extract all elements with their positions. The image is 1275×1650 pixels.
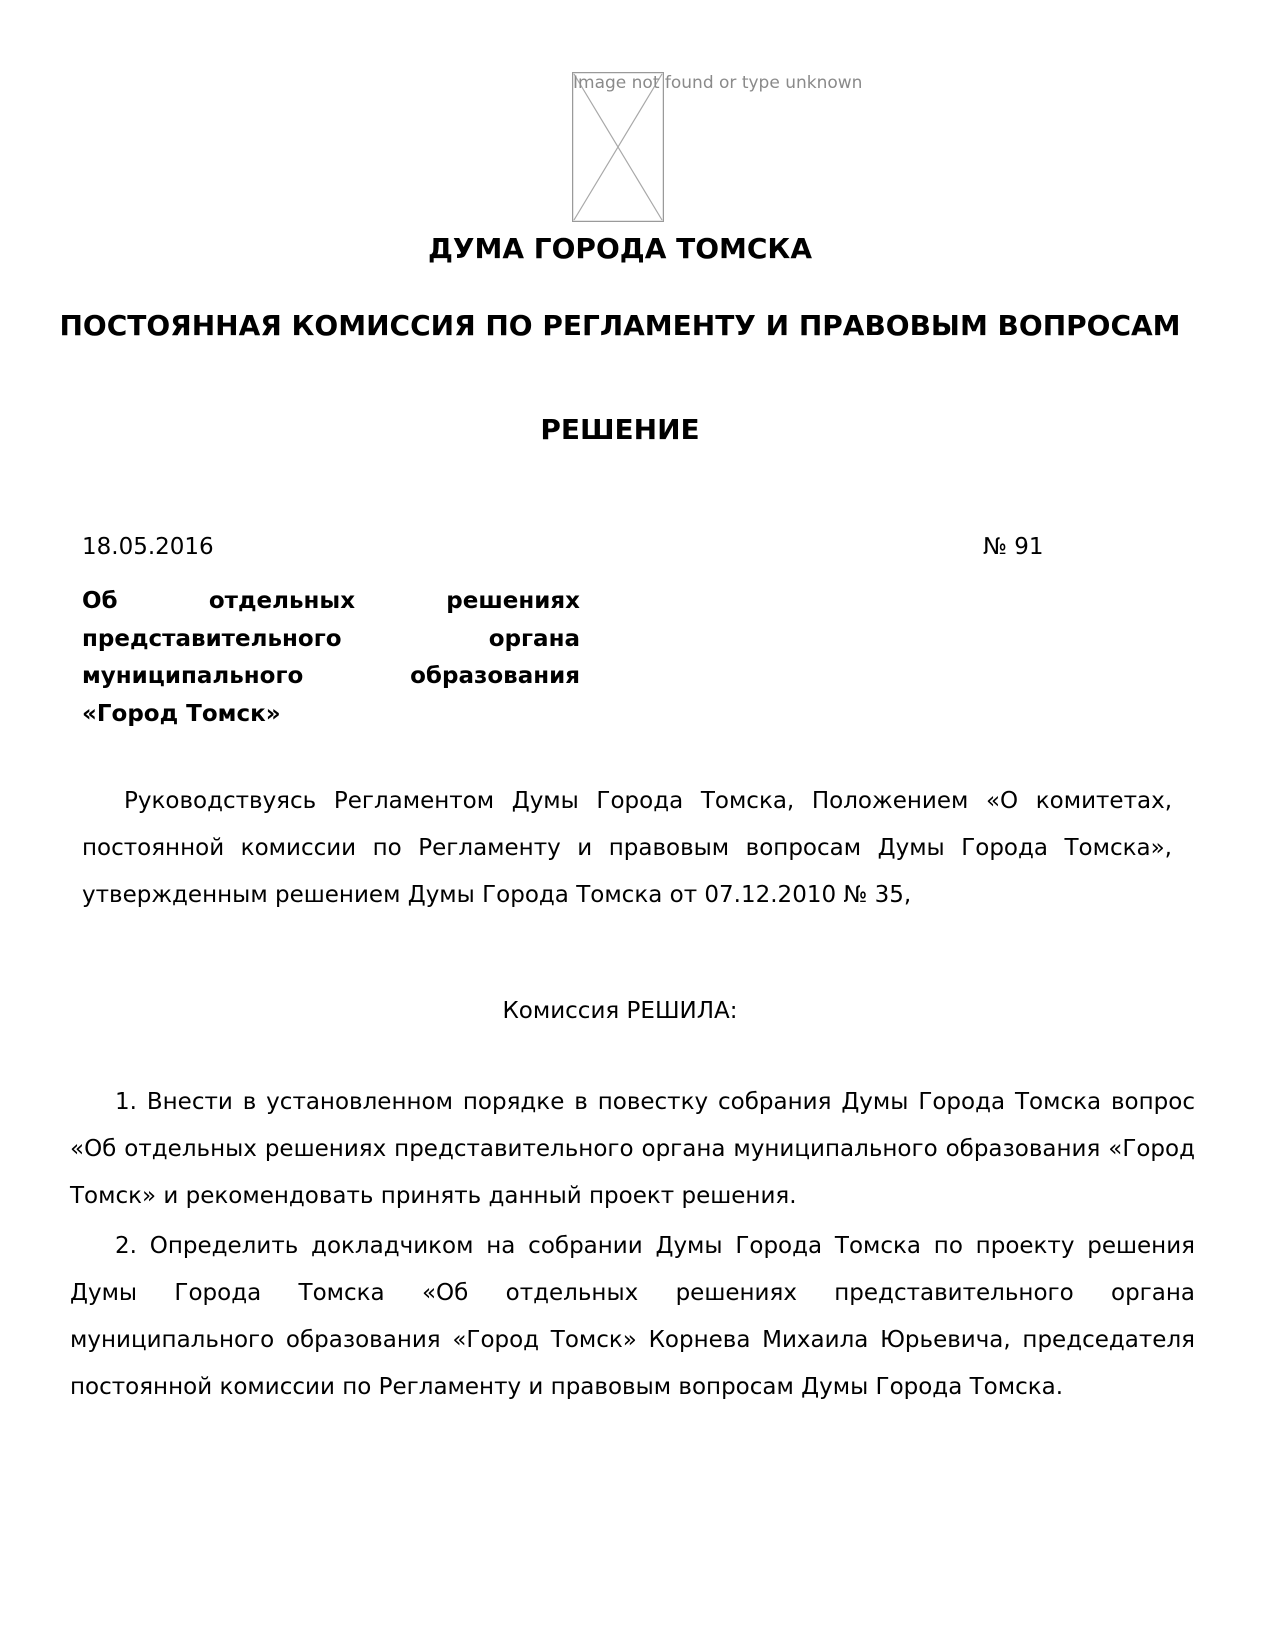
decision-items	[70, 1079, 1195, 1414]
council-title: ДУМА ГОРОДА ТОМСКА	[427, 232, 812, 265]
document-type: РЕШЕНИЕ	[540, 413, 700, 446]
decision-item-2: 2. Определить докладчиком на собрании Думы Города Томска по проекту решения Думы Города Томска «Об отдельных решениях представительного органа муниципального образования «Город Томск» Корнева Михаила Юрьевича, председателя постоянной комиссии по Регламенту и правовым вопросам Думы Города Томска.	[70, 1233, 1195, 1400]
decision-item-1: 1. Внести в установленном порядке в повестку собрания Думы Города Томска вопрос «Об отдельных решениях представительного органа муниципального образования «Город Томск» и рекомендовать принять данный проект решения.	[70, 1089, 1195, 1209]
decision-date: 18.05.2016	[82, 534, 214, 560]
preamble-paragraph: Руководствуясь Регламентом Думы Города Томска, Положением «О комитетах, постоянной комиссии по Регламенту и правовым вопросам Думы Города Томска», утвержденным решением Думы Города Томска от 07.12.2010 № 35,	[82, 788, 1172, 908]
decision-number: № 91	[983, 534, 1044, 560]
decision-subject: Об отдельных решениях представительного органа муниципального образования «Город Томск»	[82, 588, 580, 727]
image-alt-text: Image not found or type unknown	[573, 73, 863, 93]
commission-title: ПОСТОЯННАЯ КОМИССИЯ ПО РЕГЛАМЕНТУ И ПРАВОВЫМ ВОПРОСАМ	[59, 309, 1181, 342]
resolved-heading: Комиссия РЕШИЛА:	[502, 998, 738, 1024]
broken-image-icon	[572, 72, 664, 222]
